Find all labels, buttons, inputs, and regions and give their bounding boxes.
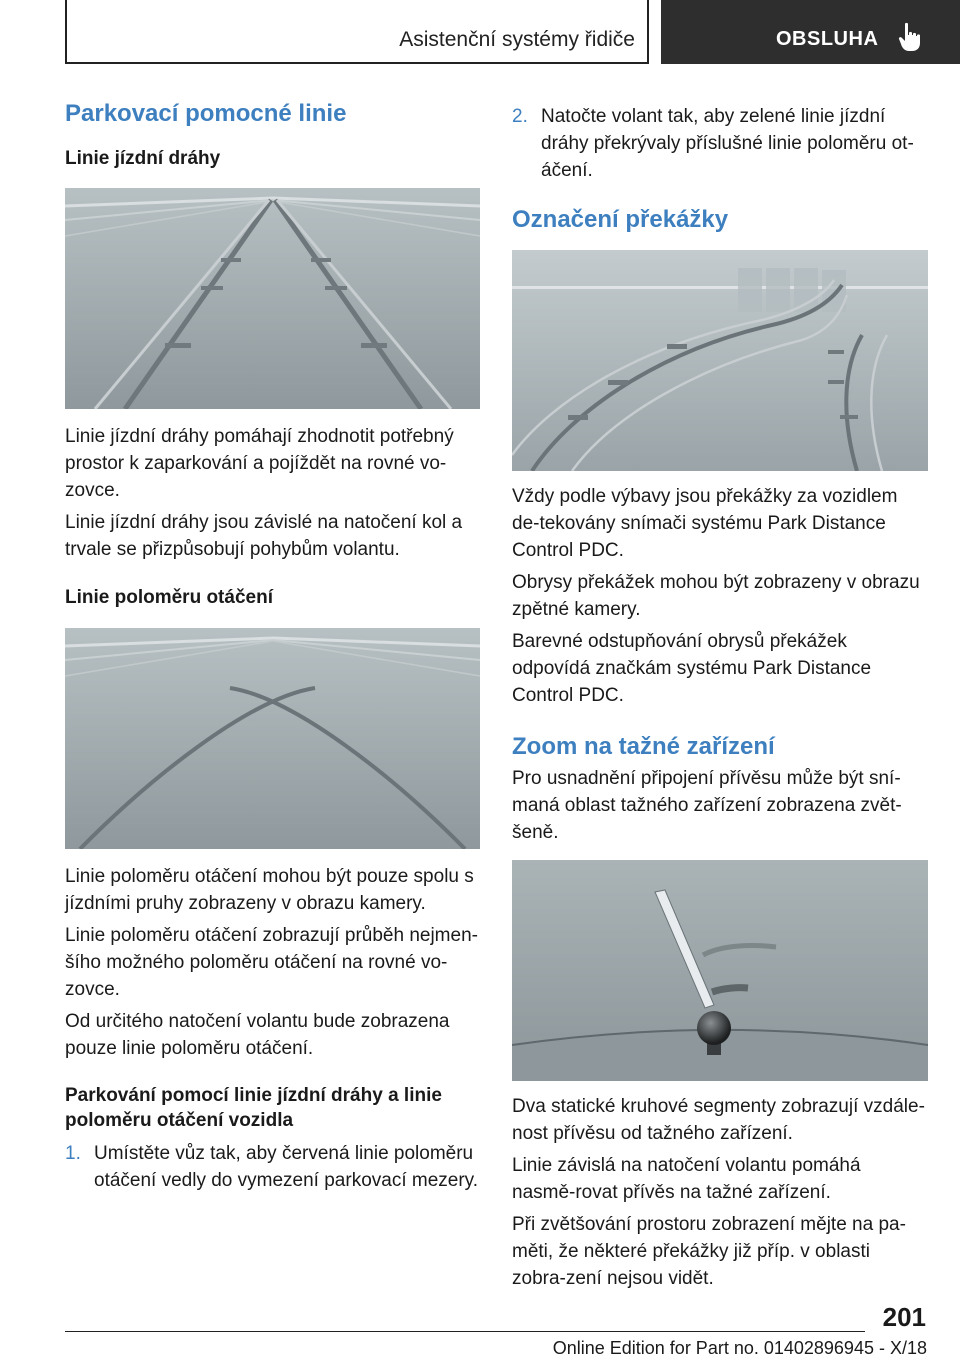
turning-radius-paragraph-3: Od určitého natočení volantu bude zobrazena pouze linie poloměru otáčení. xyxy=(65,1011,450,1060)
subtitle-parking-with-lines: Parkování pomocí linie jízdní dráhy a linie poloměru otáčení vozidla xyxy=(65,1085,442,1131)
footer-edition-text: Online Edition for Part no. 01402896945 - X/18 xyxy=(552,1338,927,1358)
subtitle-turning-radius-lines: Linie poloměru otáčení xyxy=(65,587,273,609)
tow-hitch-paragraph-1: Pro usnadnění připojení přívěsu může být sní-maná oblast tažného zařízení zobrazena zvět-šeně. xyxy=(512,767,902,843)
left-column xyxy=(65,100,480,1194)
turning-radius-paragraph-2: Linie poloměru otáčení zobrazují průběh nejmen-šího možného poloměru otáčení na rovné vo-zovce. xyxy=(65,925,478,1001)
subtitle-lane-lines: Linie jízdní dráhy xyxy=(65,147,221,169)
step-1-text: Umístěte vůz tak, aby červená linie poloměru otáčení vedly do vymezení parkovací mezery. xyxy=(94,1142,479,1191)
section-title-tow-hitch-zoom: Zoom na tažné zařízení xyxy=(512,732,775,760)
lane-lines-paragraph-2: Linie jízdní dráhy jsou závislé na natočení kol a trvale se přizpůsobují pohybům volantu. xyxy=(65,512,463,561)
header-chapter-label: OBSLUHA xyxy=(776,28,879,50)
turning-radius-paragraph-1: Linie poloměru otáčení mohou být pouze spolu s jízdními pruhy zobrazeny v obrazu kamery. xyxy=(65,866,474,915)
step-2 xyxy=(512,103,928,184)
header-section-title: Asistenční systémy řidiče xyxy=(399,28,635,51)
pointing-hand-icon xyxy=(898,22,924,52)
step-1-number: 1. xyxy=(65,1142,81,1164)
obstacle-paragraph-2: Obrysy překážek mohou být zobrazeny v obrazu zpětné kamery. xyxy=(512,571,920,620)
tow-hitch-paragraph-4: Při zvětšování prostoru zobrazení mějte na pa-měti, že některé překážky již příp. v oblasti zobra-zení nejsou vidět. xyxy=(512,1213,906,1289)
step-1 xyxy=(65,1140,480,1194)
obstacle-paragraph-3: Barevné odstupňování obrysů překážek odpovídá značkám systému Park Distance Control PDC. xyxy=(512,630,872,706)
tow-hitch-paragraph-3: Linie závislá na natočení volantu pomáhá nasmě-rovat přívěs na tažné zařízení. xyxy=(512,1154,861,1203)
page-number: 201 xyxy=(882,1302,926,1332)
obstacle-paragraph-1: Vždy podle výbavy jsou překážky za vozidlem de-tekovány snímači systému Park Distance Control PDC. xyxy=(512,485,898,561)
tow-hitch-zoom-figure xyxy=(512,860,928,1081)
lane-lines-figure xyxy=(65,188,480,409)
tow-hitch-paragraph-2: Dva statické kruhové segmenty zobrazují vzdále-nost přívěsu od tažného zařízení. xyxy=(512,1095,925,1144)
header-section-box xyxy=(65,0,649,64)
header-chapter-tab xyxy=(661,0,960,64)
footer-divider xyxy=(65,1331,865,1332)
right-column xyxy=(512,103,928,1292)
section-title-obstacle-marking: Označení překážky xyxy=(512,206,729,233)
obstacle-marking-figure xyxy=(512,250,928,471)
lane-lines-paragraph-1: Linie jízdní dráhy pomáhají zhodnotit potřebný prostor k zaparkování a pojíždět na rovné vo-zovce. xyxy=(65,426,454,502)
turning-radius-figure xyxy=(65,628,480,849)
section-title-parking-lines: Parkovací pomocné linie xyxy=(65,100,347,127)
step-2-number: 2. xyxy=(512,106,528,127)
step-2-text: Natočte volant tak, aby zelené linie jízdní dráhy překrývaly příslušné linie poloměru ot-áčení. xyxy=(541,106,914,181)
